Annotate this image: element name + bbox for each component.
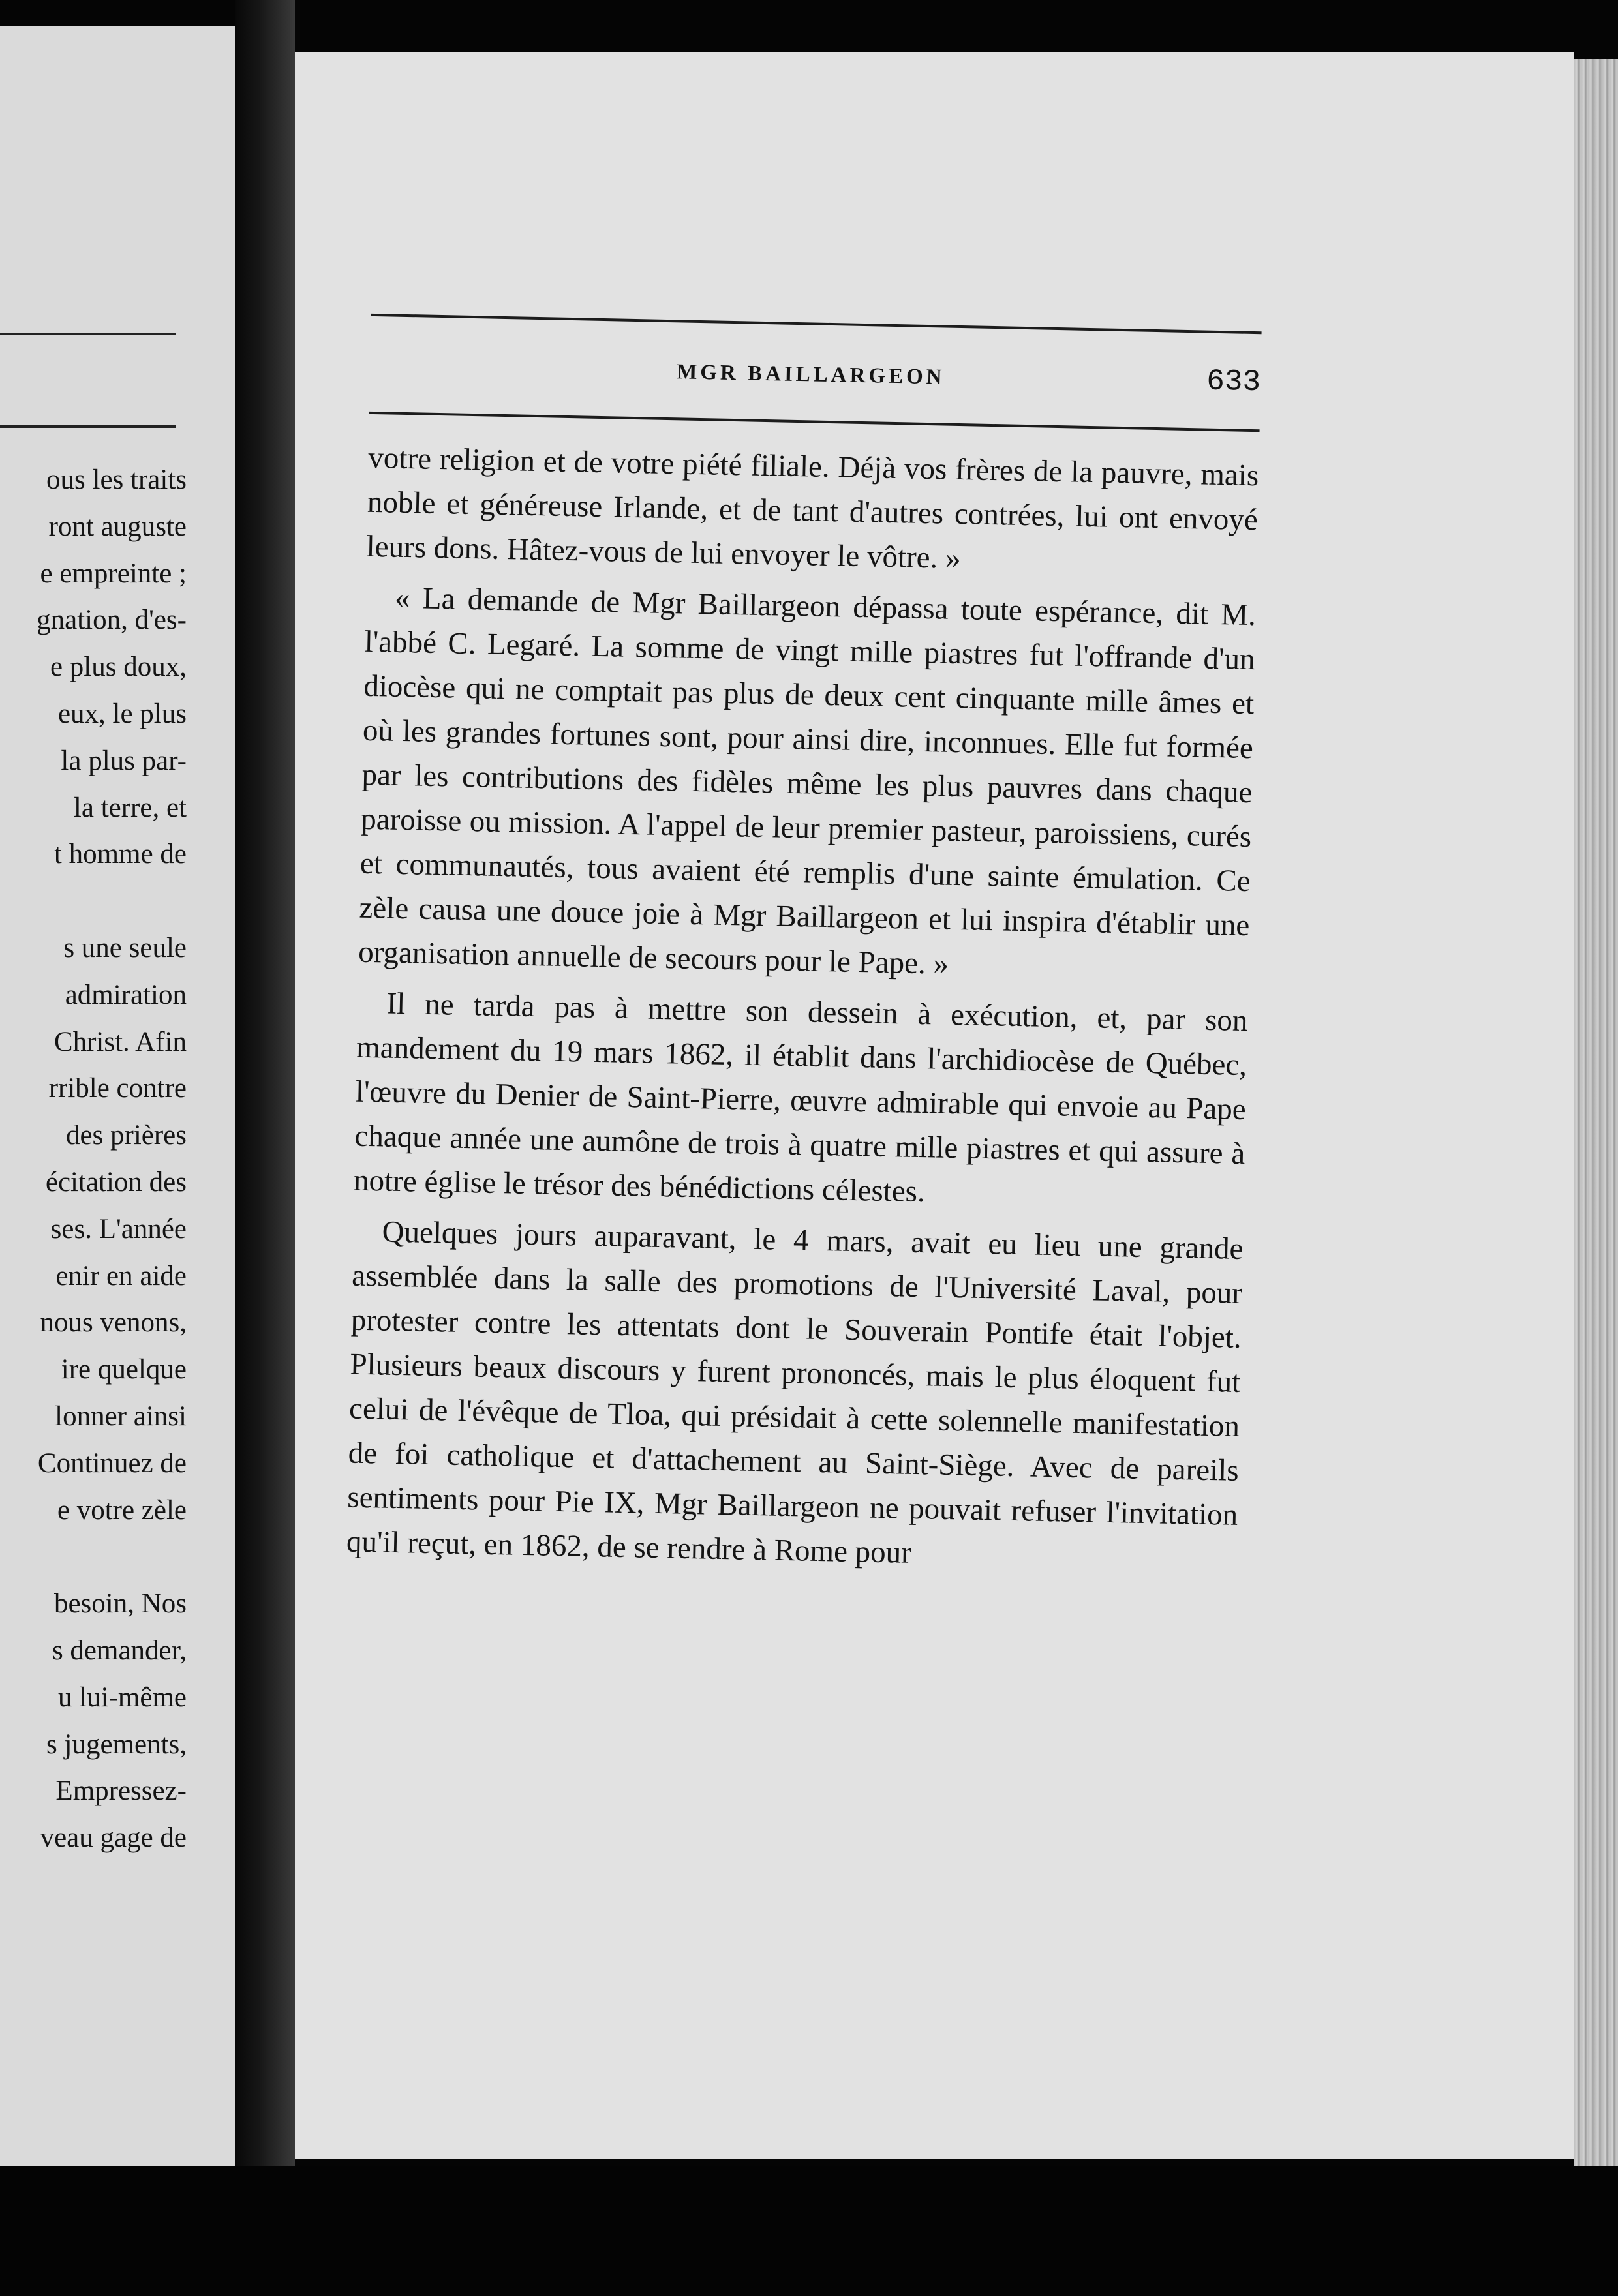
left-line: écitation des <box>45 1166 187 1198</box>
left-line: e votre zèle <box>57 1494 187 1526</box>
scan-background <box>0 2166 1618 2296</box>
left-line: s demander, <box>52 1635 187 1666</box>
left-line: rrible contre <box>48 1073 187 1104</box>
left-line: u lui-même <box>57 1682 187 1713</box>
left-line: e plus doux, <box>50 652 187 683</box>
left-line: Christ. Afin <box>53 1026 187 1057</box>
left-line: gnation, d'es- <box>37 605 187 636</box>
left-line: Continuez de <box>37 1447 187 1479</box>
left-line: e empreinte ; <box>40 558 187 589</box>
left-line: nous venons, <box>40 1307 187 1338</box>
left-line <box>0 878 187 925</box>
left-line: enir en aide <box>55 1260 187 1292</box>
left-page <box>0 26 235 2166</box>
left-line <box>0 1533 187 1580</box>
page-content <box>295 52 1574 2159</box>
paragraph: votre religion et de votre piété filiale. Déjà vos frères de la pauvre, mais noble et généreuse Irlande, et de tant d'autres contrées, lui ont envoyé leurs dons. Hâtez-vous de lui envoyer le vôtre. » <box>366 440 1259 576</box>
left-line: besoin, Nos <box>53 1588 187 1620</box>
paragraph: « La demande de Mgr Baillargeon dépassa toute espérance, dit M. l'abbé C. Legaré. La somme de vingt mille piastres fut l'offrande d'un diocèse qui ne comptait pas plus de deux cent cinquante mille âmes et où les grandes fortunes sont, pour ainsi dire, inconnues. Elle fut formée par les contributions des fidèles même les plus pauvres dans chaque paroisse ou mission. A l'appel de leur premier pasteur, paroissiens, curés et communautés, tous avaient été remplis d'une sainte émulation. Ce zèle causa une douce joie à Mgr Baillargeon et lui inspira d'établir une organisation annuelle de secours pour le Pape. » <box>358 581 1257 981</box>
left-line: Empressez- <box>55 1775 187 1807</box>
running-title: MGR BAILLARGEON <box>676 360 945 389</box>
header-rule-top <box>371 314 1262 334</box>
page-edges <box>1574 59 1618 2166</box>
header-rule-bottom <box>369 412 1260 432</box>
left-page-text <box>0 457 187 1862</box>
body-text <box>346 436 1259 1582</box>
left-line: ront auguste <box>48 511 187 542</box>
page-number: 633 <box>1206 364 1261 400</box>
paragraph: Quelques jours auparavant, le 4 mars, avait eu lieu une grande assemblée dans la salle des promotions de l'Université Laval, pour protester contre les attentats dont le Souverain Pontife était l'objet. Plusieurs beaux discours y furent prononcés, mais le plus éloquent fut celui de l'évêque de Tloa, qui présidait à cette solennelle manifestation de foi catholique et d'attachement au Saint-Siège. Avec de pareils sentiments pour Pie IX, Mgr Baillargeon ne pouvait refuser l'invitation qu'il reçut, en 1862, de se rendre à Rome pour <box>346 1215 1244 1570</box>
left-line: eux, le plus <box>57 698 187 729</box>
left-line: ire quelque <box>61 1354 187 1385</box>
running-head <box>369 348 1260 411</box>
book-gutter <box>235 0 295 2296</box>
left-line: lonner ainsi <box>55 1400 187 1432</box>
left-line: la terre, et <box>73 792 187 823</box>
left-line: ous les traits <box>46 464 187 495</box>
paragraph: Il ne tarda pas à mettre son dessein à exécution, et, par son mandement du 19 mars 1862, il établit dans l'archidiocèse de Québec, l'œuvre du Denier de Saint-Pierre, œuvre admirable qui envoie au Pape chaque année une aumône de trois à quatre mille piastres et qui assure à notre église le trésor des bénédictions célestes. <box>353 986 1248 1209</box>
left-line: s une seule <box>63 932 187 963</box>
left-line: admiration <box>65 979 187 1010</box>
left-header-rule-top <box>0 333 176 335</box>
left-line: ses. L'année <box>50 1213 187 1245</box>
left-line: des prières <box>65 1120 187 1151</box>
left-line: s jugements, <box>46 1729 187 1760</box>
right-page <box>295 52 1574 2159</box>
left-line: la plus par- <box>61 745 187 776</box>
left-header-rule-bottom <box>0 425 176 428</box>
left-line: veau gage de <box>40 1822 187 1854</box>
left-line: t homme de <box>53 839 187 870</box>
